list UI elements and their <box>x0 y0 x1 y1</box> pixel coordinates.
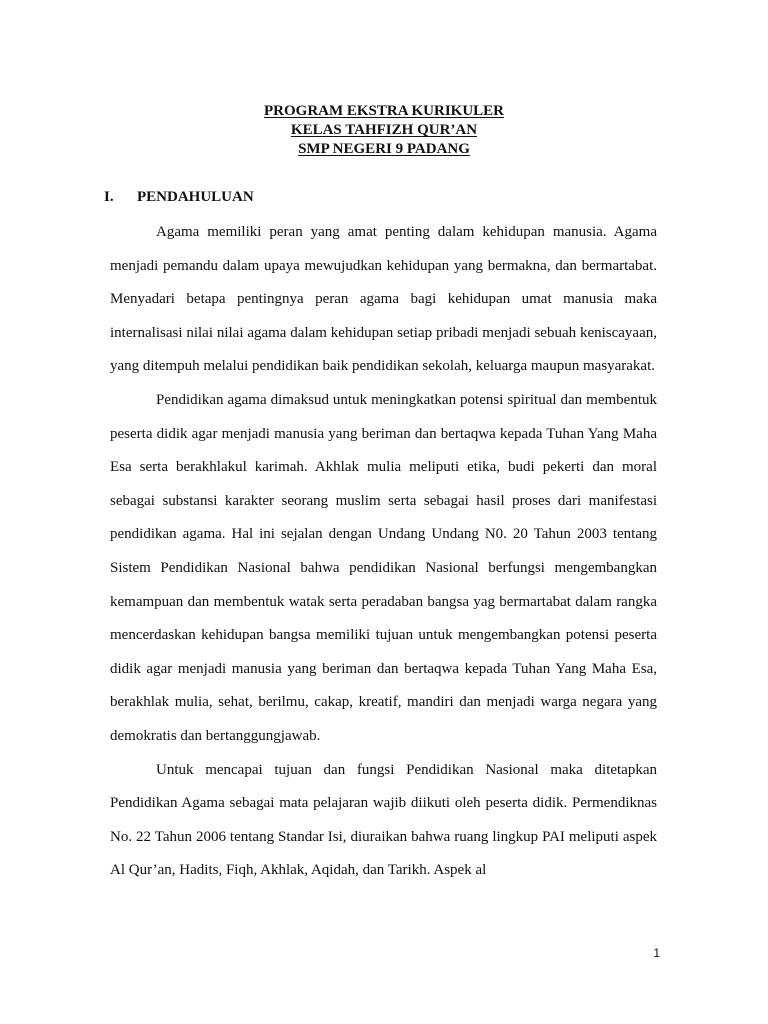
document-title <box>0 102 768 159</box>
section-number: I. <box>104 189 114 205</box>
title-line-school: SMP NEGERI 9 PADANG <box>298 141 470 157</box>
title-line-class: KELAS TAHFIZH QUR’AN <box>290 122 478 138</box>
body-text <box>110 216 657 888</box>
paragraph-2: Pendidikan agama dimaksud untuk meningkatkan potensi spiritual dan membentuk peserta didik agar menjadi manusia yang beriman dan bertaqwa kepada Tuhan Yang Maha Esa serta berakhlakul karimah. Akhlak mulia meliputi etika, budi pekerti dan moral sebagai substansi karakter seorang muslim serta sebagai hasil proses dari manifestasi pendidikan agama. Hal ini sejalan dengan Undang Undang N0. 20 Tahun 2003 tentang Sistem Pendidikan Nasional bahwa pendidikan Nasional berfungsi mengembangkan kemampuan dan membentuk watak serta peradaban bangsa yag bermartabat dalam rangka mencerdaskan kehidupan bangsa memiliki tujuan untuk mengembangkan potensi peserta didik agar menjadi manusia yang beriman dan bertaqwa kepada Tuhan Yang Maha Esa, berakhlak mulia, sehat, berilmu, cakap, kreatif, mandiri dan menjadi warga negara yang demokratis dan bertanggungjawab. <box>110 391 657 744</box>
section-title: PENDAHULUAN <box>137 189 254 205</box>
paragraph-1: Agama memiliki peran yang amat penting dalam kehidupan manusia. Agama menjadi pemandu dalam upaya mewujudkan kehidupan yang bermakna, dan bermartabat. Menyadari betapa pentingnya peran agama bagi kehidupan umat manusia maka internalisasi nilai nilai agama dalam kehidupan setiap pribadi menjadi sebuah keniscayaan, yang ditempuh melalui pendidikan baik pendidikan sekolah, keluarga maupun masyarakat. <box>110 224 657 375</box>
section-heading <box>104 187 254 207</box>
title-line-program: PROGRAM EKSTRA KURIKULER <box>263 103 505 119</box>
paragraph-3: Untuk mencapai tujuan dan fungsi Pendidikan Nasional maka ditetapkan Pendidikan Agama sebagai mata pelajaran wajib diikuti oleh peserta didik. Permendiknas No. 22 Tahun 2006 tentang Standar Isi, diuraikan bahwa ruang lingkup PAI meliputi aspek Al Qur’an, Hadits, Fiqh, Akhlak, Aqidah, dan Tarikh. Aspek al <box>110 761 657 879</box>
page-number: 1 <box>653 946 660 960</box>
